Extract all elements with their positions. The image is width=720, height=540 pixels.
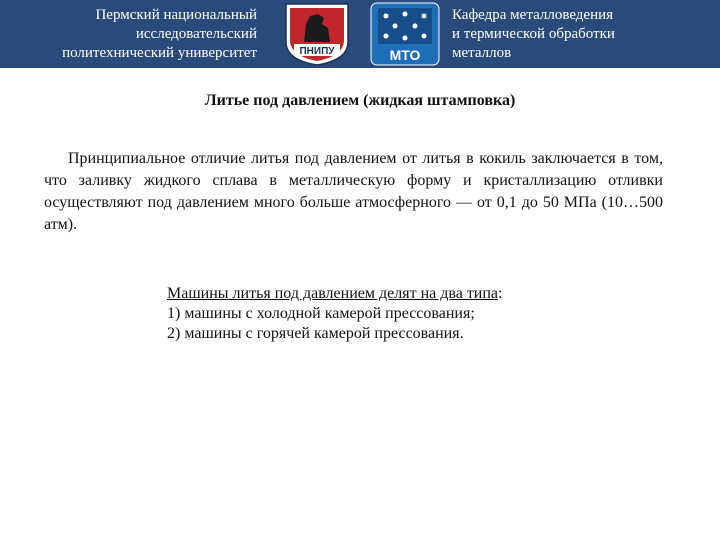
machine-types-list xyxy=(167,284,502,344)
page-title: Литье под давлением (жидкая штамповка) xyxy=(204,92,516,109)
university-logo-icon xyxy=(284,2,350,66)
department-name-line: Кафедра металловедения xyxy=(452,7,614,23)
university-name-line: Пермский национальный xyxy=(95,7,257,23)
machine-types-heading xyxy=(167,284,502,304)
machine-types-heading-colon: : xyxy=(498,285,503,302)
department-logo-text: МТО xyxy=(389,47,421,63)
paragraph-text: Принципиальное отличие литья под давлением от литья в кокиль заключается в том, что заливку жидкого сплава в металлическую форму и кристаллизацию отливки осуществляют под давлением много больше атмосферного — от 0,1 до 50 МПа (10…500 атм). xyxy=(44,150,663,233)
university-name-line: политехнический университет xyxy=(62,45,257,61)
university-logo-text: ПНИПУ xyxy=(299,46,335,57)
machine-type-item: 1) машины с холодной камерой прессования; xyxy=(167,305,475,322)
body-paragraph xyxy=(44,148,663,236)
department-name-line: металлов xyxy=(452,45,512,61)
department-name xyxy=(452,6,712,63)
department-name-line: и термической обработки xyxy=(452,26,615,42)
university-name-line: исследовательский xyxy=(135,26,257,42)
university-name xyxy=(0,6,257,63)
department-logo-icon xyxy=(370,2,440,66)
header-banner xyxy=(0,0,720,68)
machine-types-heading-text: Машины литья под давлением делят на два типа xyxy=(167,285,499,302)
machine-type-item: 2) машины с горячей камерой прессования. xyxy=(167,325,464,342)
